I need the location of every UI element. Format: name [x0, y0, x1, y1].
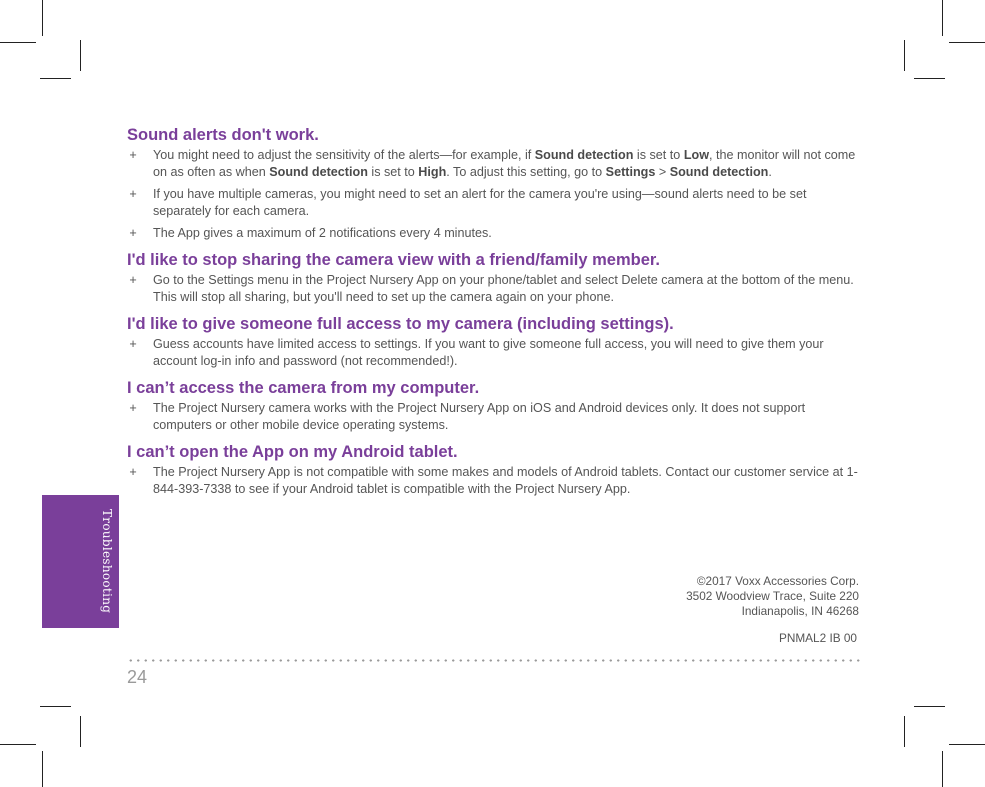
bullet-list	[127, 400, 862, 434]
crop-mark	[42, 0, 43, 36]
emphasized-term: Settings	[605, 165, 656, 179]
bullet-item	[127, 147, 862, 181]
crop-mark	[904, 716, 905, 747]
address-line: Indianapolis, IN 46268	[741, 604, 859, 618]
page-number: 24	[127, 667, 148, 687]
body-text: is set to	[367, 165, 419, 179]
plus-bullet-icon: +	[129, 148, 137, 162]
crop-mark	[914, 706, 945, 707]
crop-mark	[949, 42, 985, 43]
crop-mark	[942, 0, 943, 36]
bullet-item	[127, 272, 862, 306]
section-heading: I can’t access the camera from my computer.	[127, 379, 480, 397]
body-text: The Project Nursery App is not compatible with some makes and models of Android tablets. Contact our customer service at 1-844-393-7338 to see if your Android tablet is compatible with the Project Nursery App.	[153, 465, 858, 496]
body-text: is set to	[633, 148, 684, 162]
plus-bullet-icon: +	[129, 226, 137, 240]
emphasized-term: Sound detection	[269, 165, 368, 179]
bullet-item	[127, 186, 862, 220]
plus-bullet-icon: +	[129, 465, 137, 479]
body-text: .	[768, 165, 772, 179]
crop-mark	[80, 40, 81, 71]
crop-mark	[40, 706, 71, 707]
address-line: ©2017 Voxx Accessories Corp.	[696, 574, 859, 588]
address-line: 3502 Woodview Trace, Suite 220	[686, 589, 859, 603]
bullet-item	[127, 464, 862, 498]
faq-section	[127, 313, 862, 370]
crop-mark	[42, 751, 43, 787]
faq-section	[127, 377, 862, 434]
bullet-list	[127, 464, 862, 498]
plus-bullet-icon: +	[129, 337, 137, 351]
emphasized-term: High	[418, 165, 447, 179]
emphasized-term: Sound detection	[534, 148, 634, 162]
body-text: >	[655, 165, 670, 179]
bullet-list	[127, 147, 862, 242]
emphasized-term: Low	[683, 148, 709, 162]
crop-mark	[80, 716, 81, 747]
emphasized-term: Sound detection	[669, 165, 769, 179]
bullet-list	[127, 336, 862, 370]
document-code: PNMAL2 IB 00	[778, 631, 857, 645]
body-text: , the monitor will not come on as often as when	[153, 148, 856, 179]
troubleshooting-content	[127, 124, 862, 498]
bullet-item	[127, 336, 862, 370]
crop-mark	[914, 78, 945, 79]
dotted-divider	[127, 659, 860, 662]
crop-mark	[949, 744, 985, 745]
plus-bullet-icon: +	[129, 401, 137, 415]
section-heading: I'd like to stop sharing the camera view with a friend/family member.	[127, 251, 660, 269]
crop-mark	[942, 751, 943, 787]
faq-section	[127, 441, 862, 498]
bullet-item	[127, 225, 862, 242]
faq-section	[127, 124, 862, 242]
body-text: The App gives a maximum of 2 notifications every 4 minutes.	[153, 226, 492, 240]
plus-bullet-icon: +	[129, 187, 137, 201]
section-heading: I'd like to give someone full access to my camera (including settings).	[127, 315, 674, 333]
body-text: The Project Nursery camera works with the Project Nursery App on iOS and Android devices only. It does not support computers or other mobile device operating systems.	[153, 401, 806, 432]
faq-section	[127, 249, 862, 306]
body-text: Go to the Settings menu in the Project Nursery App on your phone/tablet and select Delete camera at the bottom of the menu. This will stop all sharing, but you'll need to set up the camera again on your phone.	[153, 273, 854, 304]
sidebar-section-tab	[42, 495, 119, 628]
body-text: . To adjust this setting, go to	[446, 165, 606, 179]
plus-bullet-icon: +	[129, 273, 137, 287]
body-text: If you have multiple cameras, you might need to set an alert for the camera you're using—sound alerts need to be set separately for each camera.	[153, 187, 807, 218]
body-text: You might need to adjust the sensitivity of the alerts—for example, if	[153, 148, 535, 162]
section-heading: I can’t open the App on my Android tablet.	[127, 443, 458, 461]
sidebar-tab-label: Troubleshooting	[100, 509, 114, 614]
company-address	[686, 574, 859, 619]
crop-mark	[904, 40, 905, 71]
crop-mark	[40, 78, 71, 79]
crop-mark	[0, 42, 36, 43]
section-heading: Sound alerts don't work.	[127, 126, 319, 144]
bullet-list	[127, 272, 862, 306]
body-text: Guess accounts have limited access to settings. If you want to give someone full access, you will need to give them your account log-in info and password (not recommended!).	[153, 337, 824, 368]
bullet-item	[127, 400, 862, 434]
crop-mark	[0, 744, 36, 745]
